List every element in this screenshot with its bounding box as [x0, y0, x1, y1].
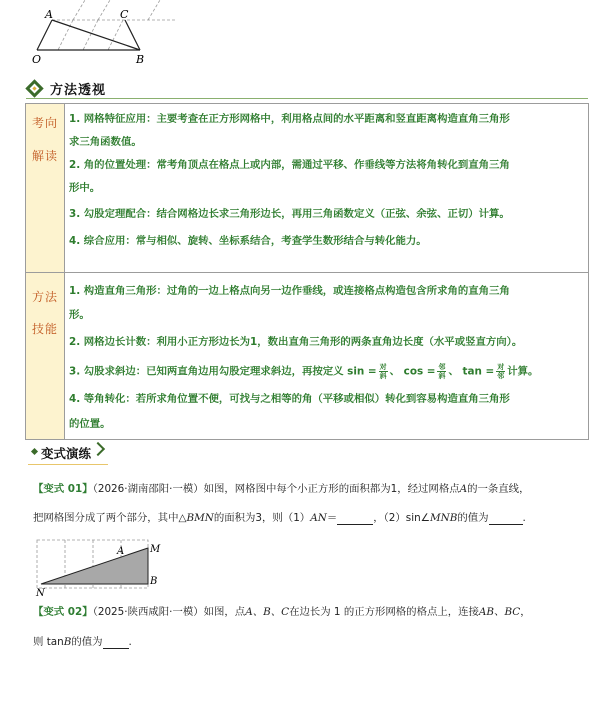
method-item-4: 4. 等角转化：若所求角位置不便，可找与之相等的角（平移或相似）转化到容易构造直角三角形: [69, 393, 510, 405]
q1-line1-text: （2026·湖南邵阳·一模）如图，网格图中每个小正方形的面积都为1，经过网格点: [92, 483, 460, 495]
exam-item-1: 1. 网格特征应用：主要考查在正方形网格中，利用格点间的水平距离和竖直距离构造直角三角形: [69, 113, 510, 125]
row-label-exam-line1: 考向: [31, 116, 58, 130]
label-b: B: [150, 576, 158, 587]
label-o: O: [32, 53, 42, 66]
q2-line-1: [33, 605, 531, 619]
label-m: M: [150, 544, 161, 555]
exam-item-2-cont: 形中。: [69, 182, 101, 194]
label-a: A: [117, 546, 125, 557]
q2-line-2: [33, 635, 132, 649]
practice-underline: [28, 464, 108, 465]
q2-line2-c: 的值为: [71, 636, 103, 648]
sin-fraction: [379, 363, 388, 380]
q1-var-mnb: MNB: [430, 512, 458, 524]
q2-line1-mid: 在边长为 1 的正方形网格的格点上，连接: [289, 606, 479, 618]
segment-ao: [37, 20, 52, 50]
method-item-1-cont: 形。: [69, 309, 90, 321]
method-section-title: 方法透视: [50, 83, 107, 98]
cos-numerator: 邻: [438, 363, 446, 371]
cos-fraction: [437, 363, 446, 380]
method-section-header: [26, 79, 106, 98]
q1-var-an: AN: [310, 512, 327, 524]
q1-line-2: [33, 511, 526, 525]
method-table: [25, 103, 589, 440]
q1-line-1: [33, 482, 529, 496]
q1-var-bmn: BMN: [186, 512, 214, 524]
q1-line2-b: 的面积为3，则（1）: [213, 512, 311, 524]
method-item-1: 1. 构造直角三角形：过角的一边上格点向另一边作垂线，或连接格点构造包含所求角的直角三角: [69, 285, 510, 297]
q2-bc: BC: [504, 606, 521, 618]
q2-tag: 【变式 02】: [33, 606, 93, 618]
label-a: A: [45, 8, 53, 21]
sin-denominator: 斜: [379, 372, 387, 380]
tan-fraction: [496, 363, 505, 380]
q1-line2-end: .: [522, 512, 526, 524]
shaded-triangle-bmn: [41, 548, 148, 584]
q1-line1-tail: 的一条直线，: [467, 483, 530, 495]
tan-denominator: 邻: [497, 372, 505, 380]
cos-denominator: 斜: [438, 372, 446, 380]
practice-section-title: 变式演练: [41, 446, 92, 461]
row-label-method-line2: 技能: [31, 322, 58, 336]
q2-line2-a: 则 tan: [33, 636, 64, 648]
exam-item-4: 4. 综合应用：常与相似、旋转、坐标系结合，考查学生数形结合与转化能力。: [69, 235, 427, 247]
practice-bullet-icon: [31, 448, 38, 455]
section-underline: [26, 98, 588, 99]
q1-line2-a: 把网格图分成了两个部分，其中△: [33, 512, 187, 524]
grid-diagonal: [148, 0, 160, 20]
q2-line2-end: .: [128, 636, 132, 648]
top-geometry-figure: [28, 0, 188, 68]
tan-numerator: 对: [497, 363, 505, 371]
q1-line2-e: 的值为: [457, 512, 489, 524]
method-item-4-cont: 的位置。: [69, 418, 111, 430]
row-label-method-line1: 方法: [31, 290, 58, 304]
grid-diagonal: [73, 0, 85, 20]
q2-comma: ，: [520, 606, 531, 618]
sin-numerator: 对: [379, 363, 387, 371]
q1-var-a: A: [459, 483, 468, 495]
q2-answer-blank[interactable]: [103, 637, 129, 649]
diamond-icon: [26, 80, 44, 98]
q2-sep: 、: [494, 606, 505, 618]
method-item-3-suffix: 计算。: [507, 365, 539, 378]
q1-line2-c: ＝: [326, 512, 338, 524]
cos-separator: 、 cos =: [389, 365, 436, 378]
label-b: B: [136, 53, 145, 66]
q1-answer-blank-2[interactable]: [489, 513, 523, 525]
practice-title-arrow-icon: [91, 442, 105, 456]
row-divider: [26, 272, 588, 273]
grid-diagonal: [98, 0, 110, 20]
method-item-3-prefix: 3. 勾股求斜边：已知两直角边用勾股定理求斜边，再按定义 sin =: [69, 365, 377, 378]
exam-item-2: 2. 角的位置处理：常考角顶点在格点上或内部，需通过平移、作垂线等方法将角转化到直角三角: [69, 159, 510, 171]
q1-tag: 【变式 01】: [33, 483, 93, 495]
exam-item-1-cont: 求三角函数值。: [69, 136, 142, 148]
row-label-exam-line2: 解读: [31, 149, 58, 163]
q2-line1-text: （2025·陕西咸阳·一模）如图，点: [92, 606, 246, 618]
q1-answer-blank-1[interactable]: [337, 513, 373, 525]
q1-grid-figure: [32, 536, 162, 598]
grid-diagonal: [108, 20, 123, 50]
exam-item-3: 3. 勾股定理配合：结合网格边长求三角形边长，再用三角函数定义（正弦、余弦、正切）计算。: [69, 208, 510, 220]
q2-ab: AB: [478, 606, 495, 618]
method-item-3: [69, 363, 538, 380]
label-c: C: [120, 8, 129, 21]
q1-line2-d: ，（2）sin∠: [373, 512, 430, 524]
q2-points: A、B、C: [245, 606, 290, 618]
method-item-2: 2. 网格边长计数：利用小正方形边长为1，数出直角三角形的两条直角边长度（水平或竖直方向）。: [69, 336, 523, 348]
q2-var-b: B: [63, 636, 72, 648]
tan-separator: 、 tan =: [448, 365, 495, 378]
label-n: N: [36, 588, 45, 598]
